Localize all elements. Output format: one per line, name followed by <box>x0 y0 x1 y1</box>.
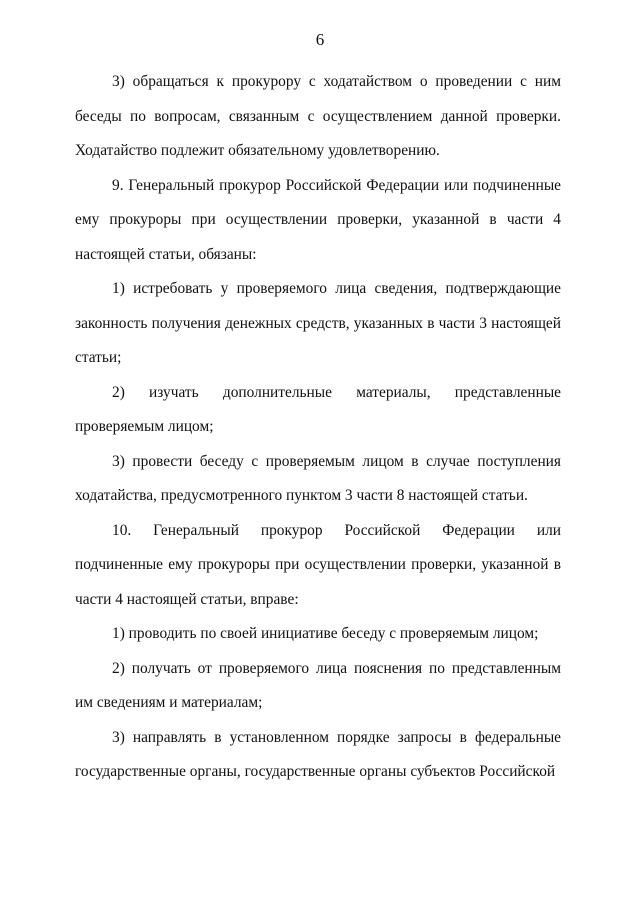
paragraph-10-item-1: 1) проводить по своей инициативе беседу с проверяемым лицом; <box>112 625 539 642</box>
paragraph-9-item-2: 2) изучать дополнительные материалы, представленные проверяемым лицом; <box>75 383 561 435</box>
paragraph-9-item-3: 3) провести беседу с проверяемым лицом в случае поступления ходатайства, предусмотренного пунктом 3 части 8 настоящей статьи. <box>75 452 561 504</box>
paragraph-10-intro: 10. Генеральный прокурор Российской Федерации или подчиненные ему прокуроры при осуществлении проверки, указанной в части 4 настоящей статьи, вправе: <box>75 521 561 608</box>
paragraph-9-item-1: 1) истребовать у проверяемого лица сведения, подтверждающие законность получения денежных средств, указанных в части 3 настоящей статьи; <box>75 280 561 366</box>
paragraph-10-item-3: 3) направлять в установленном порядке запросы в федеральные государственные органы, государственные органы субъектов Российской <box>75 728 561 780</box>
paragraph-9-intro: 9. Генеральный прокурор Российской Федерации или подчиненные ему прокуроры при осуществлении проверки, указанной в части 4 настоящей статьи, обязаны: <box>75 176 561 263</box>
page-number: 6 <box>315 30 325 49</box>
paragraph-10-item-2: 2) получать от проверяемого лица пояснения по представленным им сведениям и материалам; <box>75 659 561 711</box>
document-body <box>75 65 561 790</box>
paragraph-8-item-3: 3) обращаться к прокурору с ходатайством о проведении с ним беседы по вопросам, связанным с осуществлением данной проверки. Ходатайство подлежит обязательному удовлетворению. <box>75 73 561 159</box>
